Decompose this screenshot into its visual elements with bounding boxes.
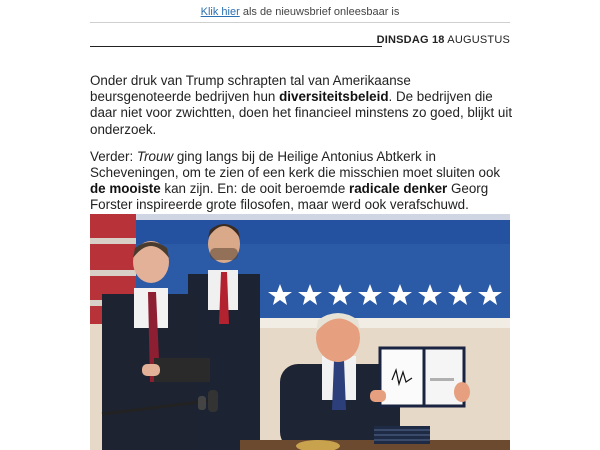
text-segment: kan zijn. En: de ooit beroemde (160, 181, 350, 197)
link-de-mooiste[interactable]: de mooiste (90, 181, 161, 197)
dateline-rule (90, 46, 382, 47)
view-online-link[interactable]: Klik hier (200, 6, 240, 18)
top-divider (90, 22, 510, 23)
publication-name: Trouw (136, 148, 174, 164)
issue-date (377, 34, 510, 46)
text-segment: Onder druk van Trump schrapten tal van Amerikaanse beursgenoteerde bedrijven hun (90, 73, 411, 105)
text-segment: ging langs bij de Heilige Antonius Abtkerk in Scheveningen, om te zien of een kerk die misschien moet sluiten ook (90, 148, 501, 181)
link-diversiteitsbeleid[interactable]: diversiteitsbeleid (279, 89, 389, 105)
text-segment: Verder: (90, 148, 137, 164)
newsletter-intro (90, 73, 514, 225)
text-segment: Georg Forster inspireerde grote filosofen, maar werd ook verafschuwd. (90, 181, 489, 213)
dateline (90, 34, 510, 48)
link-radicale-denker[interactable]: radicale denker (349, 181, 448, 197)
preheader-text: als de nieuwsbrief onleesbaar is (239, 6, 400, 18)
photo-illustration (90, 214, 510, 450)
issue-month: AUGUSTUS (447, 34, 510, 46)
intro-paragraph-1 (90, 73, 514, 138)
intro-paragraph-2 (90, 149, 514, 214)
preheader (0, 6, 600, 18)
text-segment: . De bedrijven die daar niet voor zwichtten, doen het financieel minstens zo goed, blijkt uit onderzoek. (90, 89, 513, 137)
issue-weekday-day: DINSDAG 18 (376, 34, 445, 46)
hero-photo[interactable] (90, 214, 510, 450)
